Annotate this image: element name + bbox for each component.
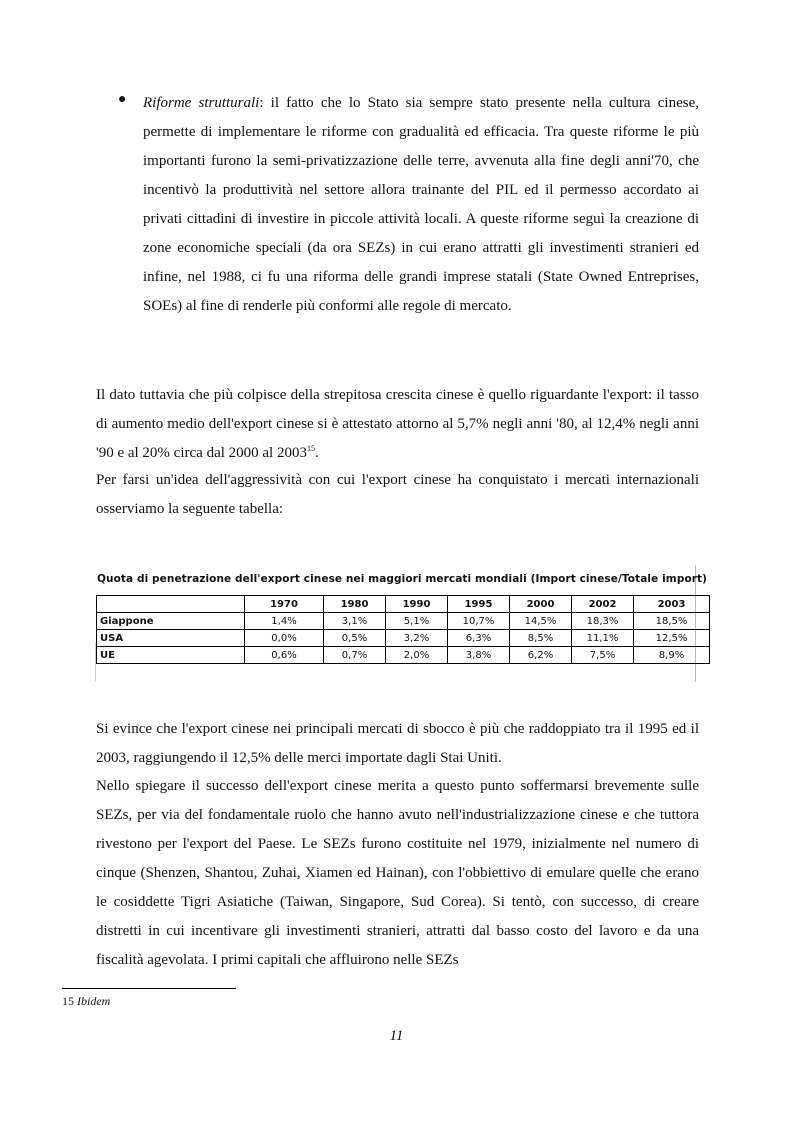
table-cell: 5,1%	[386, 613, 448, 630]
page-number: 11	[389, 1028, 404, 1044]
footnote-ref[interactable]: 15	[306, 444, 315, 453]
table-cell: 18,3%	[572, 613, 634, 630]
bullet-body: : il fatto che lo Stato sia sempre stato presente nella cultura cinese, permette di implementare le riforme con gradualità ed efficacia. Tra queste riforme le più importanti furono la semi-privatizzazione delle terre, avvenuta alla fine degli anni'70, che incentivò la produttività nel settore allora trainante del PIL ed il permesso accordato ai privati cittadini di investire in piccole attività locali. A queste riforme seguì la creazione di zone economiche speciali (da ora SEZs) in cui erano attratti gli investimenti stranieri ed infine, nel 1988, ci fu una riforma delle grandi imprese statali (State Owned Entreprises, SOEs) al fine di renderle più conformi alle regole di mercato.	[143, 95, 699, 314]
footnote	[62, 994, 110, 1009]
table-cell: 8,5%	[510, 630, 572, 647]
paragraph-export-growth	[96, 381, 699, 468]
table-header-cell: 2003	[634, 596, 710, 613]
penetration-table	[96, 595, 710, 664]
table-header-row	[97, 596, 710, 613]
row-label: USA	[97, 630, 245, 647]
table-cell: 8,9%	[634, 647, 710, 664]
table-cell: 0,5%	[324, 630, 386, 647]
bullet-dot-icon: ●	[118, 92, 127, 107]
table-row	[97, 630, 710, 647]
row-label: Giappone	[97, 613, 245, 630]
table-cell: 0,6%	[245, 647, 324, 664]
table-cell: 6,3%	[448, 630, 510, 647]
table-header-cell: 1970	[245, 596, 324, 613]
bullet-lead: Riforme strutturali	[143, 95, 260, 111]
table-header-cell: 1995	[448, 596, 510, 613]
table-cell: 3,8%	[448, 647, 510, 664]
table-cell: 11,1%	[572, 630, 634, 647]
table-cell: 12,5%	[634, 630, 710, 647]
table-cell: 1,4%	[245, 613, 324, 630]
table-cell: 6,2%	[510, 647, 572, 664]
footnote-text: Ibidem	[77, 994, 111, 1008]
table-cell: 7,5%	[572, 647, 634, 664]
footnote-number: 15	[62, 994, 74, 1008]
table-cell: 3,1%	[324, 613, 386, 630]
table-cell: 2,0%	[386, 647, 448, 664]
paragraph-export-growth-text: Il dato tuttavia che più colpisce della strepitosa crescita cinese è quello riguardante l'export: il tasso di aumento medio dell'export cinese si è attestato attorno al 5,7% negli anni '80, al 12,4% negli anni '90 e al 20% circa dal 2000 al 2003	[96, 387, 699, 461]
table-cell: 0,0%	[245, 630, 324, 647]
table-header-cell: 1990	[386, 596, 448, 613]
paragraph-sezs: Nello spiegare il successo dell'export cinese merita a questo punto soffermarsi brevemente sulle SEZs, per via del fondamentale ruolo che hanno avuto nell'industrializzazione cinese e che tuttora rivestono per l'export del Paese. Le SEZs furono costituite nel 1979, inizialmente nel numero di cinque (Shenzen, Shantou, Zuhai, Xiamen ed Hainan), con l'obbiettivo di emulare quelle che erano le cosiddette Tigri Asiatiche (Taiwan, Singapore, Sud Corea). Si tentò, con successo, di creare distretti in cui incentivare gli investimenti stranieri, attratti dal basso costo del lavoro e da una fiscalità agevolata. I primi capitali che affluirono nelle SEZs	[96, 778, 699, 968]
table-row	[97, 613, 710, 630]
table-cell: 18,5%	[634, 613, 710, 630]
table-cell: 14,5%	[510, 613, 572, 630]
table-header-cell: 1980	[324, 596, 386, 613]
table-header-cell: 2000	[510, 596, 572, 613]
table-cell: 3,2%	[386, 630, 448, 647]
paragraph-conclusion: Si evince che l'export cinese nei principali mercati di sbocco è più che raddoppiato tra il 1995 ed il 2003, raggiungendo il 12,5% delle merci importate dagli Stai Uniti.	[96, 721, 699, 766]
table-title: Quota di penetrazione dell'export cinese nei maggiori mercati mondiali (Import cinese/Totale import)	[97, 573, 708, 585]
row-label: UE	[97, 647, 245, 664]
table-cell: 0,7%	[324, 647, 386, 664]
table-row	[97, 647, 710, 664]
table-header-cell	[97, 596, 245, 613]
bullet-text	[143, 89, 699, 321]
paragraph-intro-table: Per farsi un'idea dell'aggressività con cui l'export cinese ha conquistato i mercati internazionali osserviamo la seguente tabella:	[96, 472, 699, 517]
table-header-cell: 2002	[572, 596, 634, 613]
paragraph-end: .	[314, 445, 319, 461]
footnote-divider	[62, 988, 236, 989]
table-cell: 10,7%	[448, 613, 510, 630]
